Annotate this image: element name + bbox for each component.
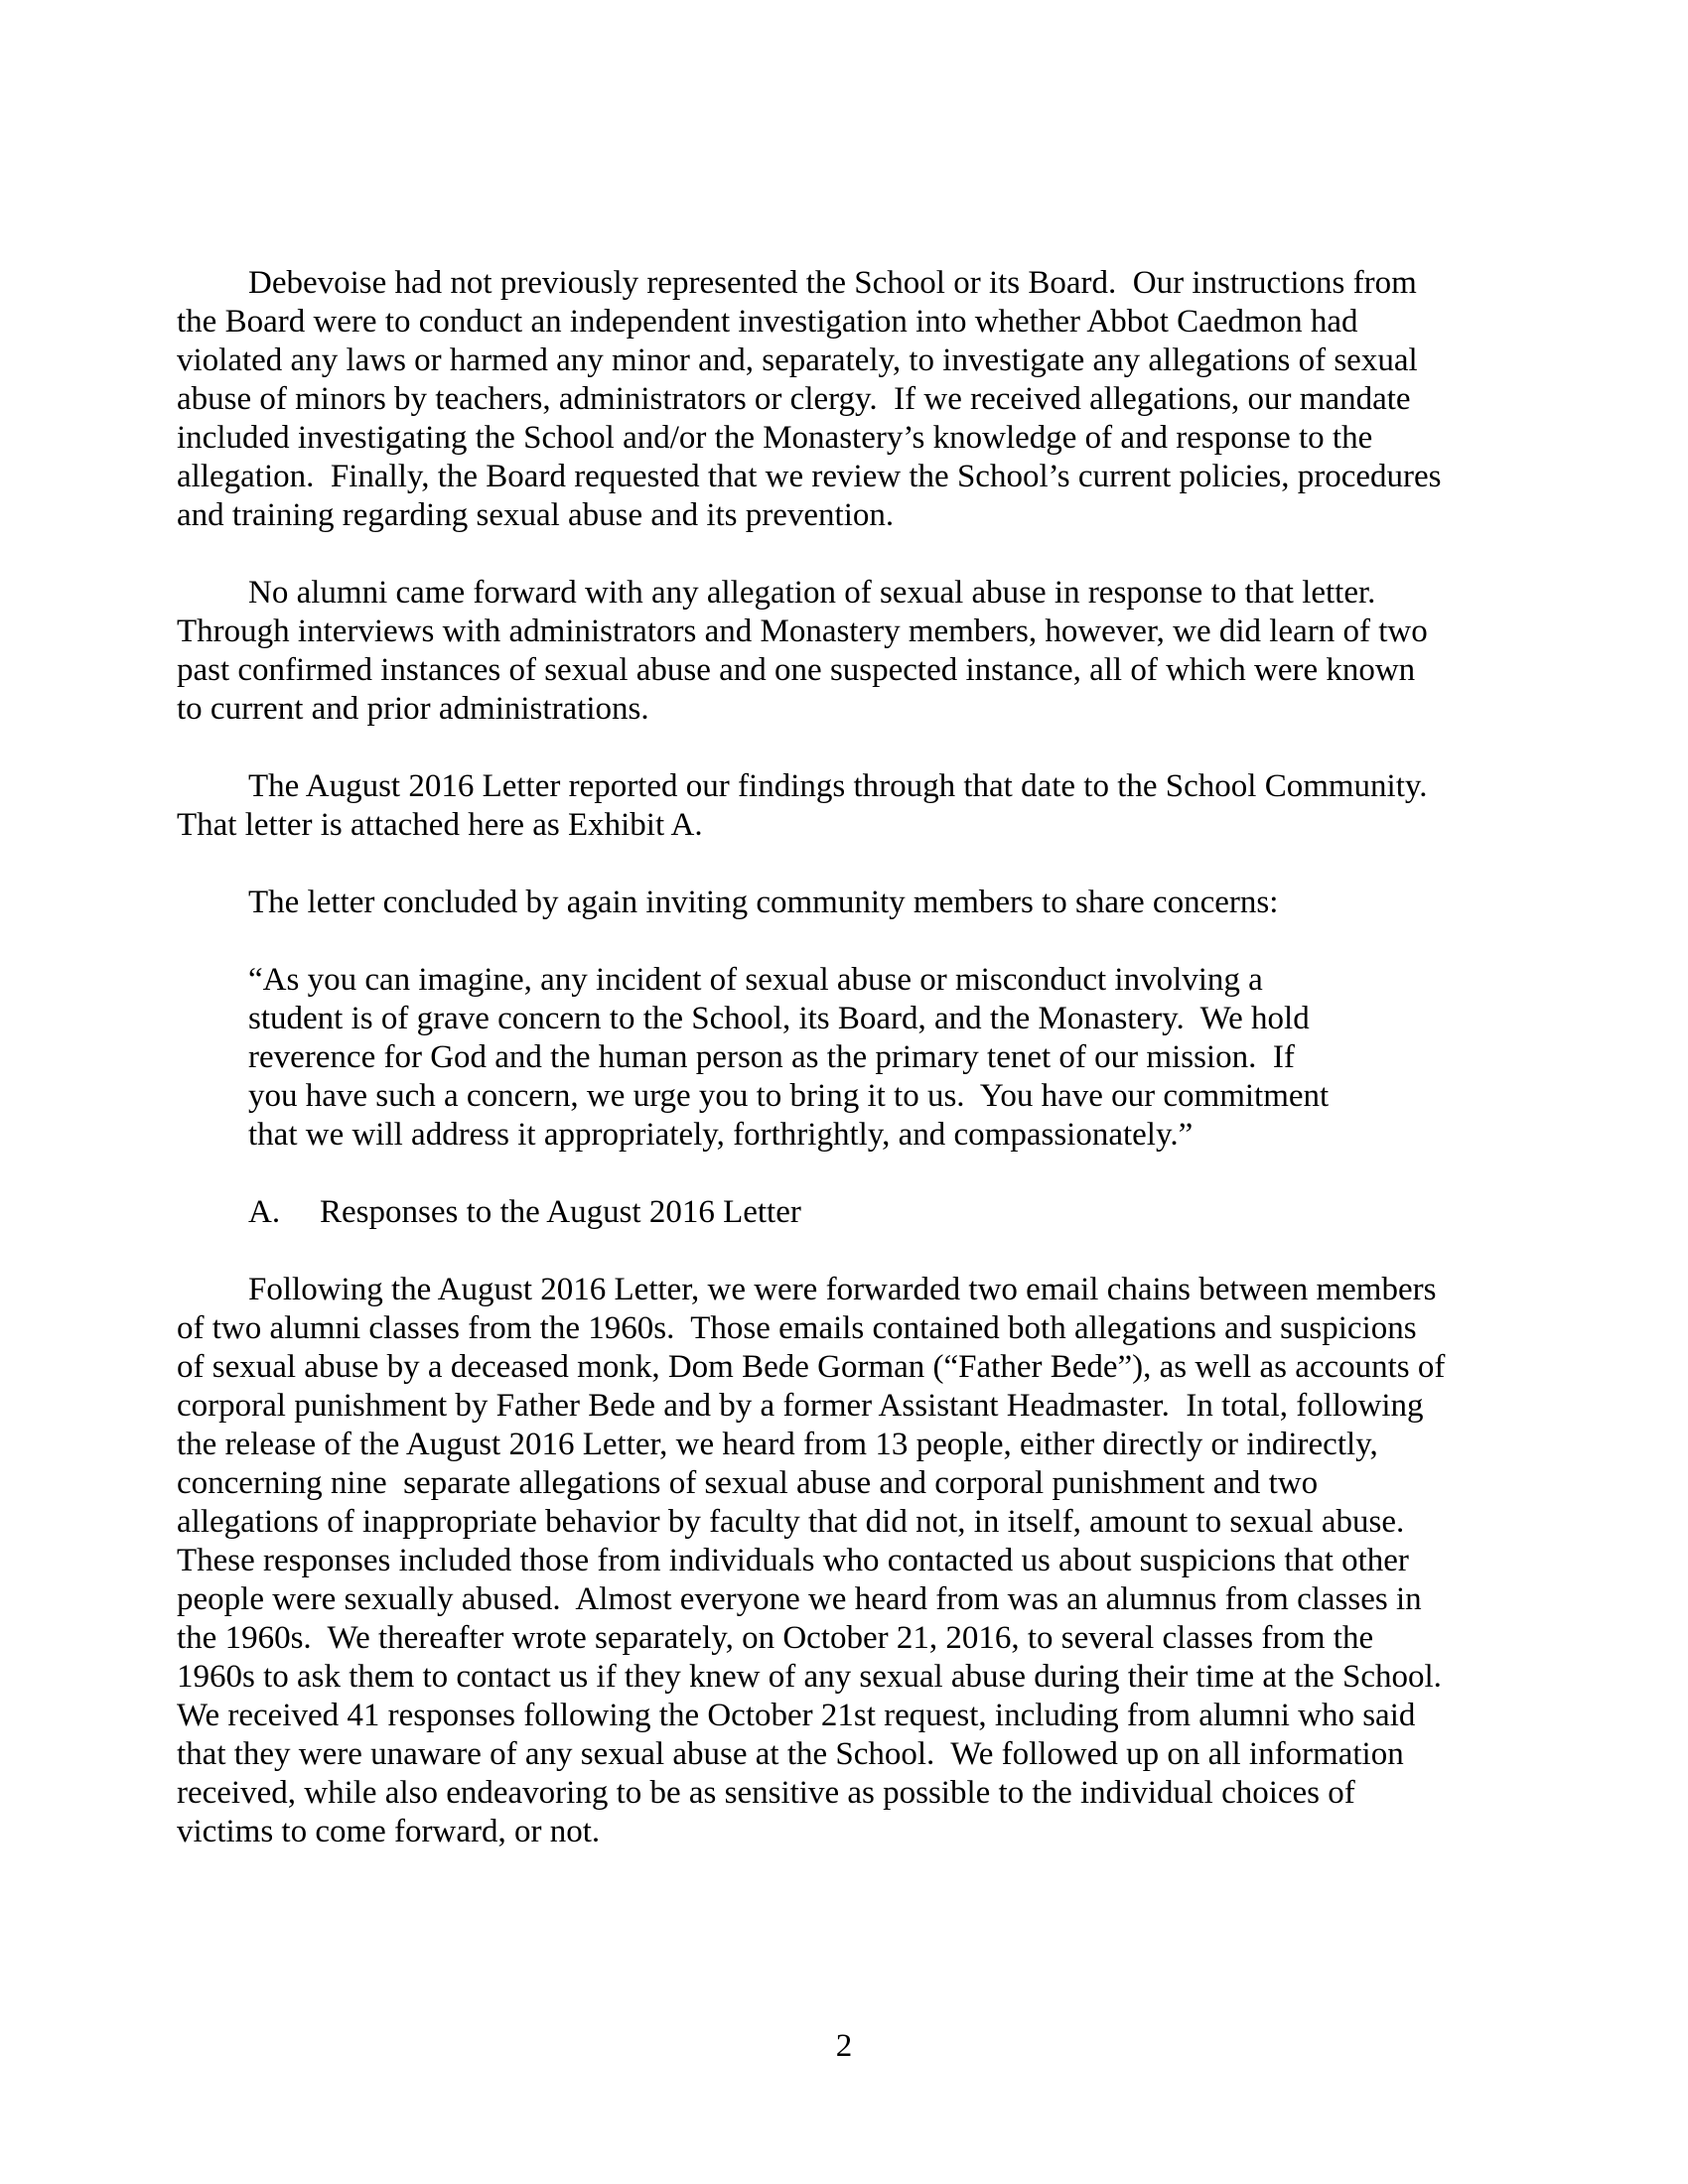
section-heading-title: Responses to the August 2016 Letter [320, 1194, 801, 1230]
section-heading [177, 1193, 1448, 1232]
paragraph-letter-concluded: The letter concluded by again inviting community members to share concerns: [248, 885, 1279, 920]
paragraph-august-2016-letter: The August 2016 Letter reported our findings through that date to the School Community. That letter is attached here as Exhibit A. [177, 768, 1444, 843]
paragraph-debevoise-mandate: Debevoise had not previously represented the School or its Board. Our instructions from the Board were to conduct an independent investigation into whether Abbot Caedmon had violated any laws or harmed any minor and, separately, to investigate any allegations of sexual abuse of minors by teachers, administrators or clergy. If we received allegations, our mandate included investigating the School and/or the Monastery’s knowledge of and response to the allegation. Finally, the Board requested that we review the School’s current policies, procedures and training regarding sexual abuse and its prevention. [177, 265, 1450, 533]
block-quote: “As you can imagine, any incident of sexual abuse or misconduct involving a student is of grave concern to the School, its Board, and the Monastery. We hold reverence for God and the human person as the primary tenet of our mission. If you have such a concern, we urge you to bring it to us. You have our commitment that we will address it appropriately, forthrightly, and compassionately.” [248, 962, 1337, 1153]
paragraph-no-alumni: No alumni came forward with any allegation of sexual abuse in response to that letter. Through interviews with administrators and Monastery members, however, we did learn of two past confirmed instances of sexual abuse and one suspected instance, all of which were known to current and prior administrations. [177, 575, 1436, 727]
document-content [177, 264, 1458, 1890]
section-heading-letter: A. [248, 1194, 281, 1230]
page-number: 2 [835, 2028, 853, 2064]
paragraph-responses-detail: Following the August 2016 Letter, we were forwarded two email chains between members of two alumni classes from the 1960s. Those emails contained both allegations and suspicions of sexual abuse by a deceased monk, Dom Bede Gorman (“Father Bede”), as well as accounts of corporal punishment by Father Bede and by a former Assistant Headmaster. In total, following the release of the August 2016 Letter, we heard from 13 people, either directly or indirectly, concerning nine separate allegations of sexual abuse and corporal punishment and two allegations of inappropriate behavior by faculty that did not, in itself, amount to sexual abuse. These responses included those from individuals who contacted us about suspicions that other people were sexually abused. Almost everyone we heard from was an alumnus from classes in the 1960s. We thereafter wrote separately, on October 21, 2016, to several classes from the 1960s to ask them to contact us if they knew of any sexual abuse during their time at the School. We received 41 responses following the October 21st request, including from alumni who said that they were unaware of any sexual abuse at the School. We followed up on all information received, while also endeavoring to be as sensitive as possible to the individual choices of victims to come forward, or not. [177, 1272, 1458, 1849]
